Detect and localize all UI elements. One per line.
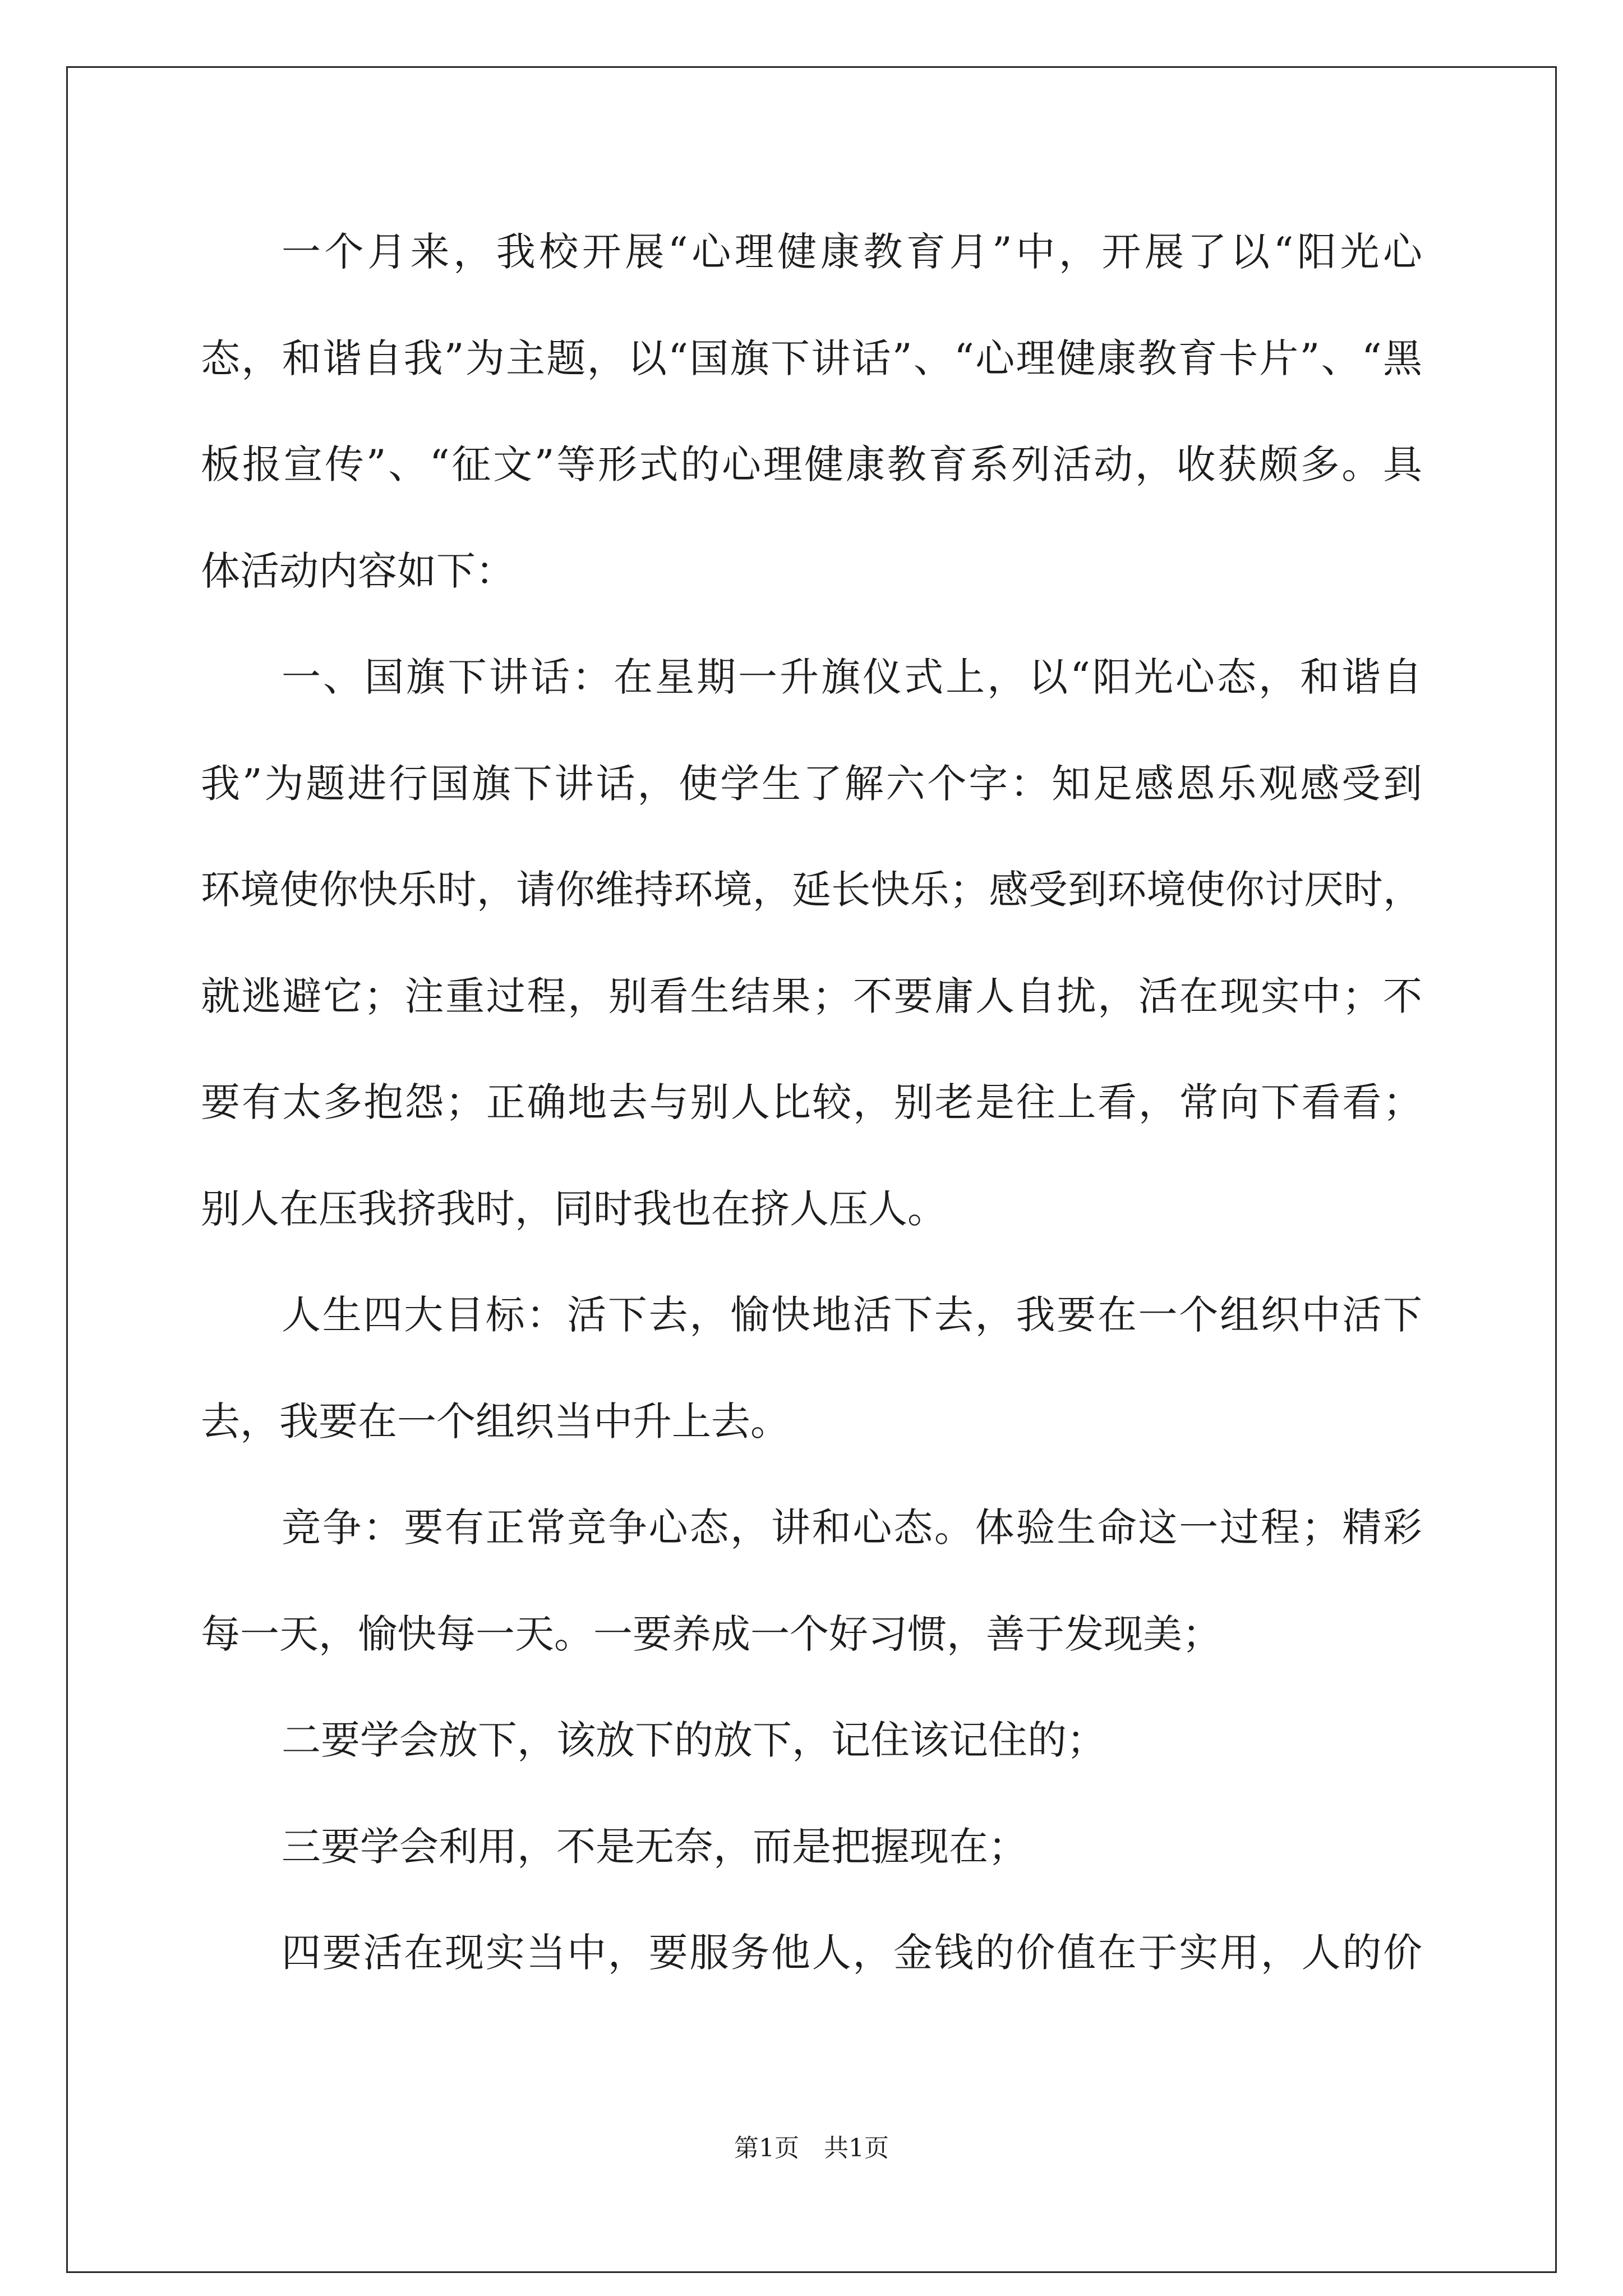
text-line: 态，和谐自我”为主题，以“国旗下讲话”、“心理健康教育卡片”、“黑	[201, 335, 1422, 381]
text-line: 一个月来，我校开展“心理健康教育月”中，开展了以“阳光心	[282, 229, 1422, 275]
text-line: 三要学会利用，不是无奈，而是把握现在；	[282, 1823, 1027, 1870]
text-line: 环境使你快乐时，请你维持环境，延长快乐；感受到环境使你讨厌时，	[201, 867, 1422, 913]
text-line: 就逃避它；注重过程，别看生结果；不要庸人自扰，活在现实中；不	[201, 973, 1422, 1019]
text-line: 人生四大目标：活下去，愉快地活下去，我要在一个组织中活下	[282, 1292, 1422, 1338]
text-line: 体活动内容如下：	[201, 547, 515, 594]
text-line: 别人在压我挤我时，同时我也在挤人压人。	[201, 1185, 947, 1232]
text-line: 竞争：要有正常竞争心态，讲和心态。体验生命这一过程；精彩	[282, 1504, 1422, 1550]
paragraph	[201, 624, 1422, 1262]
paragraph	[201, 1262, 1422, 1475]
paragraph	[201, 199, 1422, 624]
text-line: 要有太多抱怨；正确地去与别人比较，别老是往上看，常向下看看；	[201, 1079, 1422, 1125]
text-line: 板报宣传”、“征文”等形式的心理健康教育系列活动，收获颇多。具	[201, 441, 1422, 487]
document-body	[201, 199, 1422, 2007]
text-line: 我”为题进行国旗下讲话，使学生了解六个字：知足感恩乐观感受到	[201, 760, 1422, 807]
paragraph	[201, 1475, 1422, 1687]
paragraph	[201, 1687, 1422, 1794]
paragraph	[201, 1794, 1422, 1901]
paragraph	[201, 1900, 1422, 2007]
text-line: 四要活在现实当中，要服务他人，金钱的价值在于实用，人的价	[282, 1930, 1422, 1976]
page-number-footer: 第1页 共1页	[734, 2134, 889, 2162]
text-line: 每一天，愉快每一天。一要养成一个好习惯，善于发现美；	[201, 1611, 1221, 1657]
text-line: 一、国旗下讲话：在星期一升旗仪式上，以“阳光心态，和谐自	[282, 654, 1422, 700]
text-line: 去，我要在一个组织当中升上去。	[201, 1398, 790, 1444]
text-line: 二要学会放下，该放下的放下，记住该记住的；	[282, 1717, 1106, 1763]
